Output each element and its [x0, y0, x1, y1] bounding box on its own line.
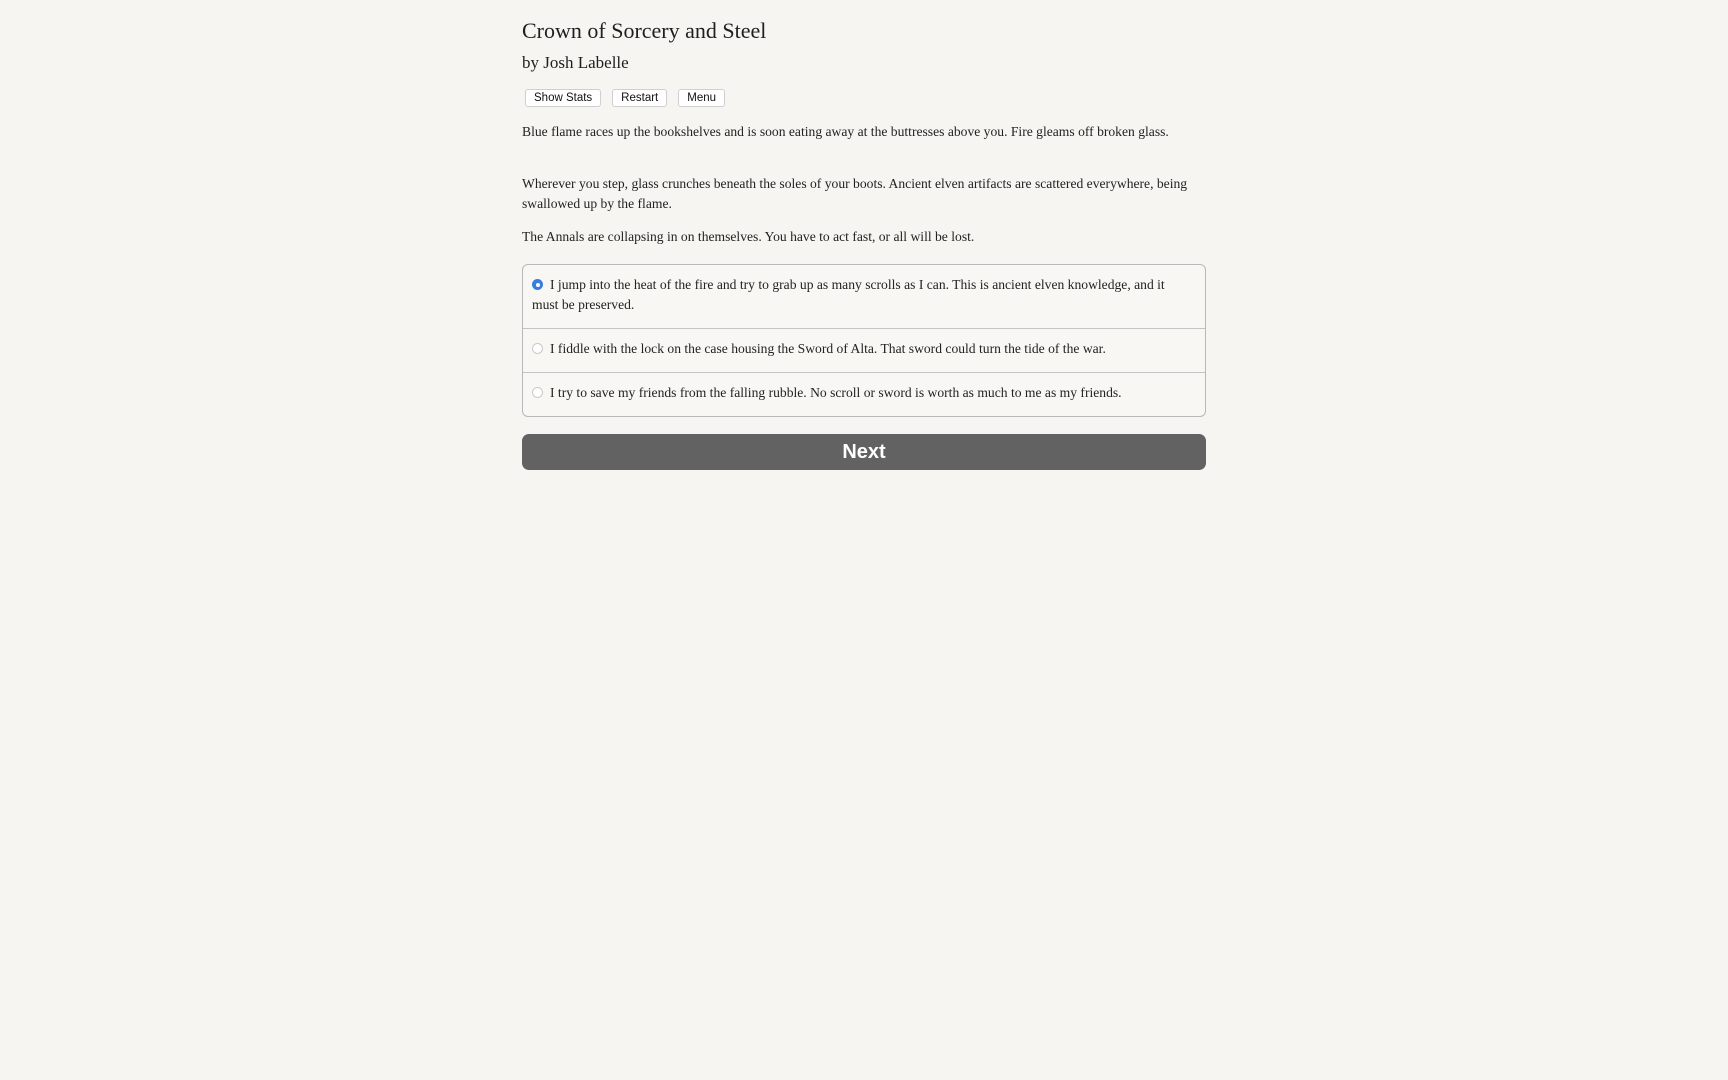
choice-list: [522, 264, 1206, 417]
radio-button[interactable]: [532, 343, 543, 354]
choice-text: I fiddle with the lock on the case housing the Sword of Alta. That sword could turn the tide of the war.: [550, 341, 1106, 356]
game-author: by Josh Labelle: [522, 53, 629, 72]
toolbar: [525, 89, 725, 107]
story-paragraph: Wherever you step, glass crunches beneath the soles of your boots. Ancient elven artifacts are scattered everywhere, being swallowed up by the flame.: [522, 176, 1188, 211]
story-paragraph: The Annals are collapsing in on themselves. You have to act fast, or all will be lost.: [522, 229, 975, 244]
restart-button[interactable]: Restart: [612, 89, 667, 107]
next-button[interactable]: Next: [522, 434, 1206, 470]
show-stats-button[interactable]: Show Stats: [525, 89, 601, 107]
choice-text: I jump into the heat of the fire and try to grab up as many scrolls as I can. This is ancient elven knowledge, and it must be preserved.: [532, 277, 1165, 312]
choice-option-sword-of-alta[interactable]: [523, 329, 1205, 373]
choice-text: I try to save my friends from the falling rubble. No scroll or sword is worth as much to me as my friends.: [550, 385, 1122, 400]
choice-option-grab-scrolls[interactable]: [523, 265, 1205, 329]
choice-option-save-friends[interactable]: [523, 373, 1205, 416]
radio-button-selected[interactable]: [532, 279, 543, 290]
radio-button[interactable]: [532, 387, 543, 398]
game-title: Crown of Sorcery and Steel: [522, 18, 767, 43]
story-paragraph: Blue flame races up the bookshelves and is soon eating away at the buttresses above you. Fire gleams off broken glass.: [522, 124, 1169, 139]
menu-button[interactable]: Menu: [678, 89, 725, 107]
